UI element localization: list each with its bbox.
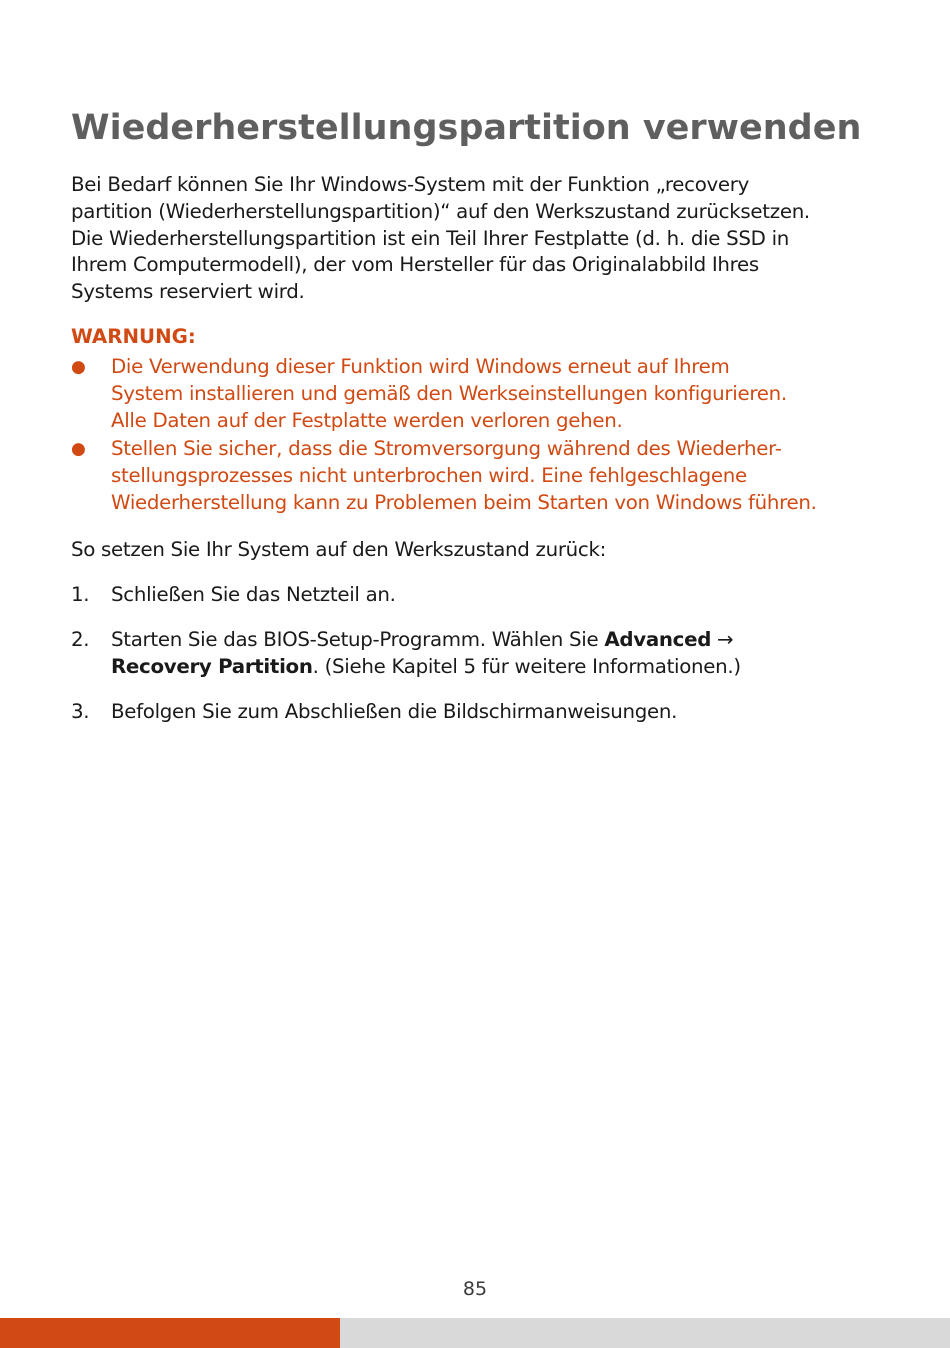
warning-line: stellungsprozesses nicht unterbrochen wird. Eine fehlgeschlagene — [111, 463, 747, 487]
bullet-icon: ● — [71, 439, 86, 459]
warning-line: Alle Daten auf der Festplatte werden verloren gehen. — [111, 408, 623, 432]
step-number: 1. — [71, 583, 90, 606]
intro-paragraph — [71, 172, 891, 306]
intro-line: partition (Wiederherstellungspartition)“ auf den Werkszustand zurücksetzen. — [71, 199, 810, 223]
warning-line: System installieren und gemäß den Werkseinstellungen konfigurieren. — [111, 381, 787, 405]
warning-line: Die Verwendung dieser Funktion wird Windows erneut auf Ihrem — [111, 355, 730, 378]
page-number: 85 — [462, 1278, 488, 1300]
warning-line: Wiederherstellung kann zu Problemen beim Starten von Windows führen. — [111, 490, 817, 514]
step-number: 2. — [71, 628, 90, 651]
step-line — [111, 627, 741, 654]
intro-line: Bei Bedarf können Sie Ihr Windows-System mit der Funktion „recovery — [71, 173, 750, 196]
page-title: Wiederherstellungspartition verwenden — [71, 108, 862, 148]
step-line — [111, 654, 741, 681]
intro-line: Ihrem Computermodell), der vom Hersteller für das Originalabbild Ihres — [71, 253, 759, 277]
steps-intro: So setzen Sie Ihr System auf den Werkszustand zurück: — [71, 538, 607, 561]
footer-bar — [0, 1318, 950, 1348]
step-text: Befolgen Sie zum Abschließen die Bildschirmanweisungen. — [111, 700, 678, 723]
menu-advanced: Advanced — [604, 628, 712, 651]
menu-recovery-partition: Recovery Partition — [111, 654, 313, 678]
step-text — [111, 627, 741, 681]
arrow-right-icon: → — [711, 628, 734, 651]
warning-item-text — [111, 354, 787, 434]
intro-line: Die Wiederherstellungspartition ist ein Teil Ihrer Festplatte (d. h. die SSD in — [71, 226, 790, 250]
intro-line: Systems reserviert wird. — [71, 280, 305, 304]
step-number: 3. — [71, 700, 90, 723]
step-text-suffix: . (Siehe Kapitel 5 für weitere Informationen.) — [312, 654, 741, 678]
bullet-icon: ● — [71, 357, 86, 377]
warning-item-text — [111, 436, 817, 516]
warning-heading: WARNUNG: — [71, 325, 196, 348]
step-text-prefix: Starten Sie das BIOS-Setup-Programm. Wählen Sie — [111, 628, 605, 651]
step-text: Schließen Sie das Netzteil an. — [111, 583, 396, 606]
footer-accent-bar — [0, 1318, 340, 1348]
warning-line: Stellen Sie sicher, dass die Stromversorgung während des Wiederher- — [111, 437, 782, 460]
